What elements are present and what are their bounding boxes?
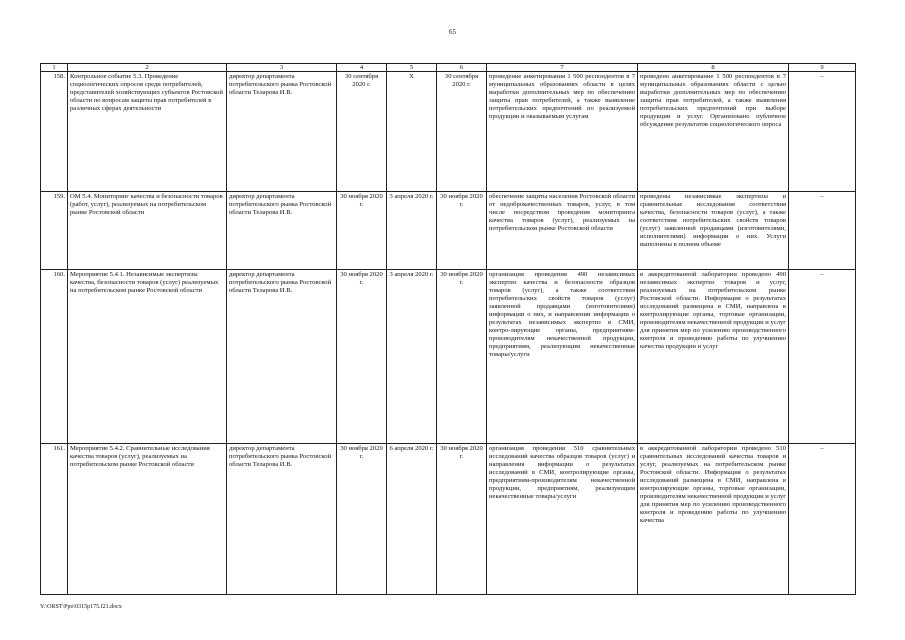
actual-result: проведено анкетирование 1 500 респондентов в 7 муниципальных образованиях области с целью выработки дополнительных мер по обеспечению защиты прав потребителей, а также выявления потребительских предпочтений при выборе продукции и услуг. Организовано публичное обсуждение результатов социологического опроса — [638, 72, 789, 192]
page-number: 65 — [449, 28, 456, 36]
table-row — [41, 72, 856, 192]
actual-result: проведены независимые экспертизы и сравнительные исследования соответствия качества, безопасности товаров (услуг), а также соответствия потребительских свойств товаров (услуг) заявленной продавцами (изготовителями, исполнителями) информации о них. Услуги выполнены в полном объеме — [638, 192, 789, 270]
header-cell: 3 — [227, 64, 337, 72]
event-name: Контрольное событие 5.3. Проведение социологических опросов среди потребителей, представителей хозяйствующих субъектов Ростовской области по вопросам защиты прав потребителей в различных сферах деятельности — [68, 72, 227, 192]
row-number: 158. — [41, 72, 68, 192]
file-path-footer: Y:\ORST\Ppo\0315p175.f21.docx — [40, 604, 122, 610]
actual-date: 30 ноября 2020 г. — [437, 444, 487, 595]
table-row — [41, 444, 856, 595]
event-name: Мероприятие 5.4.1. Независимые экспертизы качества, безопасности товаров (услуг) реализуемых на потребительском рынке Ростовской области — [68, 270, 227, 444]
responsible: директор департамента потребительского рынка Ростовской области Теларова И.В. — [227, 444, 337, 595]
row-number: 161. — [41, 444, 68, 595]
planned-date: 30 сентября 2020 г. — [337, 72, 387, 192]
table-row — [41, 192, 856, 270]
start-date: 6 апреля 2020 г. — [387, 444, 437, 595]
planned-result: организация проведения 510 сравнительных исследований качества образцов товаров (услуг) и направления информации о результатах исследований в СМИ, контролирующие органы, предприятиям-производителям некачественной продукции, предприятиям, реализующим некачественные товары/услуги — [487, 444, 638, 595]
planned-result: обеспечение защиты населения Ростовской области от недоброкачественных товаров, услуг, в том числе посредством проведения мониторинга качества товаров (услуг), реализуемых на потребительском рынке Ростовской области — [487, 192, 638, 270]
event-name: Мероприятие 5.4.2. Сравнительные исследования качества товаров (услуг), реализуемых на потребительском рынке Ростовской области — [68, 444, 227, 595]
table-row — [41, 270, 856, 444]
header-cell: 4 — [337, 64, 387, 72]
start-date: 3 апреля 2020 г. — [387, 270, 437, 444]
actual-date: 30 сентября 2020 г. — [437, 72, 487, 192]
table-header-row — [41, 64, 856, 72]
header-cell: 2 — [68, 64, 227, 72]
header-cell: 6 — [437, 64, 487, 72]
actual-date: 30 ноября 2020 г. — [437, 192, 487, 270]
header-cell: 8 — [638, 64, 789, 72]
note: – — [789, 270, 856, 444]
actual-date: 30 ноября 2020 г. — [437, 270, 487, 444]
header-cell: 1 — [41, 64, 68, 72]
row-number: 159. — [41, 192, 68, 270]
actual-result: в аккредитованной лаборатории проведено 490 независимых экспертиз товаров и услуг, реализуемых на потребительском рынке Ростовской области. Информация о результатах исследований размещена в СМИ, направлена в контролирующие органы, торговые организации, производителям некачественной продукции и услуг для принятия мер по усилению производственного контроля и проведению работы по улучшению качества продукции и услуг — [638, 270, 789, 444]
header-cell: 9 — [789, 64, 856, 72]
planned-result: организация проведения 490 независимых экспертиз качества и безопасности образцов товаров (услуг), а также соответствия потребительских свойств товаров (услуг) заявленной продавцами (изготовителями) информации о них, и направлении информации о результатах независимых экспертиз в СМИ, контро-лирующие органы, предприятиям-производителям некачественной продукции, предприятиям, реализующим некачественные товары/услуги — [487, 270, 638, 444]
header-cell: 7 — [487, 64, 638, 72]
planned-date: 30 ноября 2020 г. — [337, 270, 387, 444]
row-number: 160. — [41, 270, 68, 444]
responsible: директор департамента потребительского рынка Ростовской области Теларова И.В. — [227, 270, 337, 444]
start-date: Х — [387, 72, 437, 192]
responsible: директор департамента потребительского рынка Ростовской области Теларова И.В. — [227, 72, 337, 192]
planned-date: 30 ноября 2020 г. — [337, 192, 387, 270]
responsible: директор департамента потребительского рынка Ростовской области Теларова И.В. — [227, 192, 337, 270]
report-table — [40, 63, 856, 595]
header-cell: 5 — [387, 64, 437, 72]
planned-date: 30 ноября 2020 г. — [337, 444, 387, 595]
note: – — [789, 72, 856, 192]
actual-result: в аккредитованной лаборатории проведено 510 сравнительных исследований качества товаров и услуг, реализуемых на потребительском рынке Ростовской области. Информация о результатах исследований размещена в СМИ, направлена в контролирующие органы, торговые организации, производителям некачественной продукции и услуг для принятия мер по усилению производственного контроля и проведению работы по улучшению качества — [638, 444, 789, 595]
note: – — [789, 192, 856, 270]
planned-result: проведение анкетирования 1 500 респондентов в 7 муниципальных образованиях области в целях выработки дополнительных мер по обеспечению защиты прав потребителей, а также выявление потребительских предпочтений по реализуемой продукции и оказываемым услугам — [487, 72, 638, 192]
event-name: ОМ 5.4. Мониторинг качества и безопасности товаров (работ, услуг), реализуемых на потребительском рынке Ростовской области — [68, 192, 227, 270]
note: – — [789, 444, 856, 595]
start-date: 3 апреля 2020 г. — [387, 192, 437, 270]
